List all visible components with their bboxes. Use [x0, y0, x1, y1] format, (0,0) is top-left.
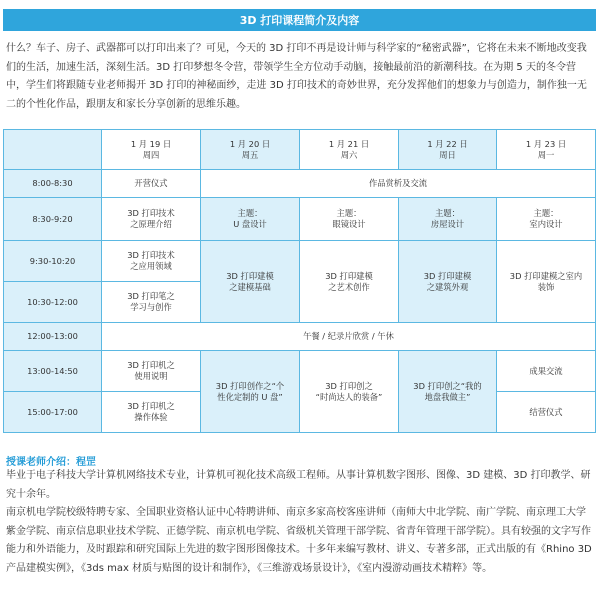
table-row	[4, 323, 596, 351]
activity-cell: 3D 打印创之 “时尚达人的装备”	[300, 351, 399, 433]
table-row	[4, 170, 596, 198]
activity-cell: 3D 打印机之 使用说明	[102, 351, 201, 392]
time-cell: 8:00-8:30	[4, 170, 102, 198]
day-header: 1 月 19 日 周四	[102, 130, 201, 170]
time-cell: 15:00-17:00	[4, 392, 102, 433]
section-banner	[3, 9, 596, 31]
activity-cell: 3D 打印机之 操作体验	[102, 392, 201, 433]
activity-cell: 主题： U 盘设计	[201, 198, 300, 241]
activity-cell: 主题： 眼镜设计	[300, 198, 399, 241]
activity-cell: 3D 打印建模 之建模基础	[201, 241, 300, 323]
teacher-heading: 授课老师介绍：程罡	[6, 457, 96, 468]
table-header-row	[4, 130, 596, 170]
day-header: 1 月 22 日 周日	[399, 130, 497, 170]
table-row	[4, 241, 596, 282]
activity-cell: 3D 打印创作之“个 性化定制的 U 盘”	[201, 351, 300, 433]
activity-cell: 开营仪式	[102, 170, 201, 198]
day-header: 1 月 20 日 周五	[201, 130, 300, 170]
time-cell: 8:30-9:20	[4, 198, 102, 241]
activity-cell: 3D 打印技术 之应用领域	[102, 241, 201, 282]
activity-cell: 3D 打印笔之 学习与创作	[102, 282, 201, 323]
activity-cell: 3D 打印创之“我的 地盘我做主”	[399, 351, 497, 433]
activity-cell: 3D 打印建模 之建筑外观	[399, 241, 497, 323]
time-cell: 13:00-14:50	[4, 351, 102, 392]
time-cell: 12:00-13:00	[4, 323, 102, 351]
bio-paragraph: 毕业于电子科技大学计算机网络技术专业，计算机可视化技术高级工程师。从事计算机数字图形、图像、3D 建模、3D 打印教学、研究十余年。	[6, 470, 591, 500]
activity-cell: 主题： 房屋设计	[399, 198, 497, 241]
activity-cell: 结营仪式	[497, 392, 596, 433]
activity-cell: 3D 打印建模之室内 装饰	[497, 241, 596, 323]
activity-cell: 3D 打印建模 之艺术创作	[300, 241, 399, 323]
day-header: 1 月 21 日 周六	[300, 130, 399, 170]
header-empty-cell	[4, 130, 102, 170]
bio-paragraph: 南京机电学院校级特聘专家、全国职业资格认证中心特聘讲师、南京多家高校客座讲师（南师大中北学院、南广学院、南京理工大学紫金学院、南京信息职业技术学院、正德学院、南京机电学院、省级机关管理干部学院、省青年管理干部学院）。具有较强的文字写作能力和外语能力，及时跟踪和研究国际上先进的数字图形图像技术。十多年来编写教材、讲义、专著多部，正式出版的有《Rhino 3D 产品建模实例》，《3ds max 材质与贴图的设计和制作》，《三维游戏场景设计》，《室内漫游动画技术精粹》等。	[6, 507, 592, 574]
teacher-bio	[6, 467, 594, 578]
activity-cell: 午餐 / 纪录片欣赏 / 午休	[102, 323, 596, 351]
activity-cell: 成果交流	[497, 351, 596, 392]
time-cell: 9:30-10:20	[4, 241, 102, 282]
activity-cell: 3D 打印技术 之原理介绍	[102, 198, 201, 241]
table-row	[4, 351, 596, 392]
day-header: 1 月 23 日 周一	[497, 130, 596, 170]
activity-cell: 主题： 室内设计	[497, 198, 596, 241]
schedule-table	[3, 129, 596, 433]
table-row	[4, 198, 596, 241]
intro-paragraph: 什么？车子、房子、武器都可以打印出来了？可见，今天的 3D 打印不再是设计师与科学家的“秘密武器”，它将在未来不断地改变我们的生活，加速生活，深刻生活。3D 打印梦想冬令营，带领学生全方位动手动脑，接触最前沿的新潮科技。在为期 5 天的冬令营中，学生们将跟随专业老师揭开 3D 打印的神秘面纱，走进 3D 打印技术的奇妙世界，充分发挥他们的想象力与创造力，制作独一无二的个性化作品，跟朋友和家长分享创新的思维乐趣。	[6, 43, 587, 110]
banner-title: 3D 打印课程简介及内容	[239, 14, 360, 27]
time-cell: 10:30-12:00	[4, 282, 102, 323]
activity-cell: 作品赏析及交流	[201, 170, 596, 198]
